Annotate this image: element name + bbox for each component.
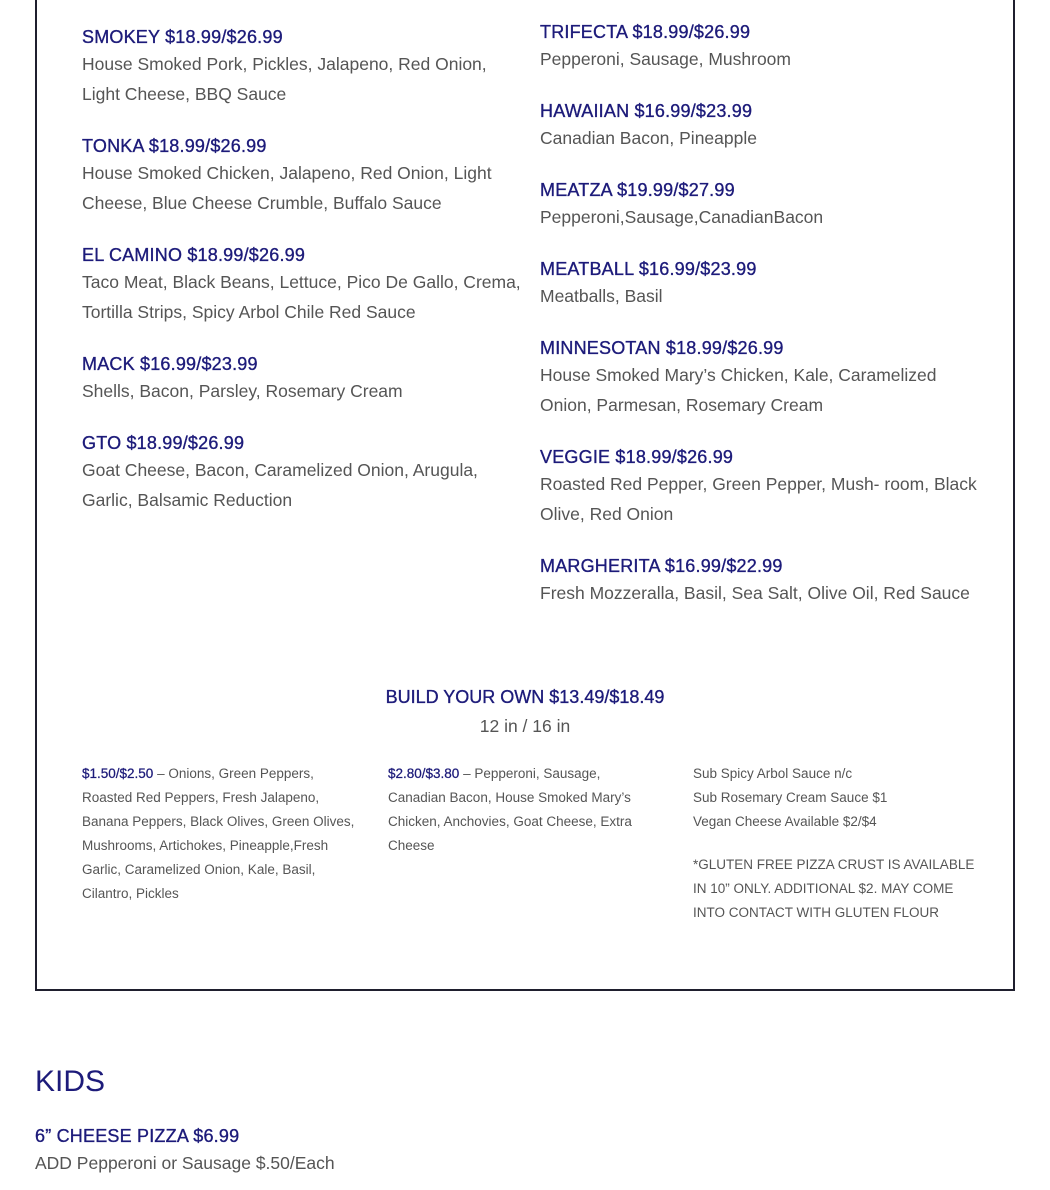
menu-item-tonka — [82, 133, 522, 242]
topping-list: – Onions, Green Peppers, Roasted Red Peppers, Fresh Jalapeno, Banana Peppers, Black Olives, Green Olives, Mushrooms, Artichokes, Pineapple,Fresh Garlic, Caramelized Onion, Kale, Basil, Cilantro, Pickles — [82, 766, 355, 901]
item-name: TONKA $18.99/$26.99 — [82, 136, 267, 156]
menu-item-veggie — [540, 444, 980, 553]
item-name: HAWAIIAN $16.99/$23.99 — [540, 101, 753, 121]
item-name: MACK $16.99/$23.99 — [82, 354, 258, 374]
sub-rosemary-sauce: Sub Rosemary Cream Sauce $1 — [693, 790, 888, 805]
sub-arbol-sauce: Sub Spicy Arbol Sauce n/c — [693, 766, 853, 781]
item-name: MARGHERITA $16.99/$22.99 — [540, 556, 783, 576]
menu-item-smokey — [82, 24, 522, 133]
item-description: House Smoked Mary’s Chicken, Kale, Caramelized Onion, Parmesan, Rosemary Cream — [540, 365, 937, 415]
menu-item-kids-cheese-pizza — [35, 1123, 635, 1179]
item-description: House Smoked Chicken, Jalapeno, Red Onion, Light Cheese, Blue Cheese Crumble, Buffalo Sauce — [82, 163, 492, 213]
kids-heading: KIDS — [35, 1065, 106, 1098]
item-description: Roasted Red Pepper, Green Pepper, Mush- room, Black Olive, Red Onion — [540, 474, 977, 524]
menu-item-margherita — [540, 553, 980, 632]
left-menu-column — [82, 24, 522, 539]
item-name: MEATZA $19.99/$27.99 — [540, 180, 735, 200]
item-description: Fresh Mozzeralla, Basil, Sea Salt, Olive Oil, Red Sauce — [540, 583, 970, 603]
right-menu-column — [540, 19, 980, 632]
topping-price: $1.50/$2.50 — [82, 766, 154, 781]
item-description: Canadian Bacon, Pineapple — [540, 128, 757, 148]
item-description: Goat Cheese, Bacon, Caramelized Onion, Arugula, Garlic, Balsamic Reduction — [82, 460, 478, 510]
item-name: TRIFECTA $18.99/$26.99 — [540, 22, 751, 42]
item-name: GTO $18.99/$26.99 — [82, 433, 245, 453]
menu-item-meatza — [540, 177, 980, 256]
item-description: ADD Pepperoni or Sausage $.50/Each — [35, 1153, 335, 1173]
menu-item-minnesotan — [540, 335, 980, 444]
toppings-tier-2 — [388, 762, 658, 858]
sauce-and-dietary-options — [693, 762, 983, 925]
item-description: Taco Meat, Black Beans, Lettuce, Pico De Gallo, Crema, Tortilla Strips, Spicy Arbol Chile Red Sauce — [82, 272, 521, 322]
item-name: VEGGIE $18.99/$26.99 — [540, 447, 734, 467]
pizza-sizes: 12 in / 16 in — [479, 716, 571, 736]
item-name: SMOKEY $18.99/$26.99 — [82, 27, 283, 47]
item-name: MEATBALL $16.99/$23.99 — [540, 259, 757, 279]
gluten-free-note: *GLUTEN FREE PIZZA CRUST IS AVAILABLE IN 10” ONLY. ADDITIONAL $2. MAY COME INTO CONTACT WITH GLUTEN FLOUR — [693, 857, 975, 920]
build-your-own-title: BUILD YOUR OWN $13.49/$18.49 — [385, 687, 665, 707]
item-description: Shells, Bacon, Parsley, Rosemary Cream — [82, 381, 403, 401]
toppings-tier-1 — [82, 762, 367, 906]
item-description: House Smoked Pork, Pickles, Jalapeno, Red Onion, Light Cheese, BBQ Sauce — [82, 54, 487, 104]
menu-item-el-camino — [82, 242, 522, 351]
menu-item-meatball — [540, 256, 980, 335]
item-name: MINNESOTAN $18.99/$26.99 — [540, 338, 784, 358]
menu-item-gto — [82, 430, 522, 539]
build-your-own-section — [37, 684, 1013, 741]
vegan-cheese-note: Vegan Cheese Available $2/$4 — [693, 814, 877, 829]
menu-item-trifecta — [540, 19, 980, 98]
topping-list: – Pepperoni, Sausage, Canadian Bacon, House Smoked Mary’s Chicken, Anchovies, Goat Cheese, Extra Cheese — [388, 766, 632, 853]
item-description: Meatballs, Basil — [540, 286, 663, 306]
menu-item-hawaiian — [540, 98, 980, 177]
item-description: Pepperoni, Sausage, Mushroom — [540, 49, 791, 69]
menu-item-mack — [82, 351, 522, 430]
topping-price: $2.80/$3.80 — [388, 766, 460, 781]
item-name: 6” CHEESE PIZZA $6.99 — [35, 1126, 240, 1146]
item-description: Pepperoni,Sausage,CanadianBacon — [540, 207, 824, 227]
item-name: EL CAMINO $18.99/$26.99 — [82, 245, 306, 265]
